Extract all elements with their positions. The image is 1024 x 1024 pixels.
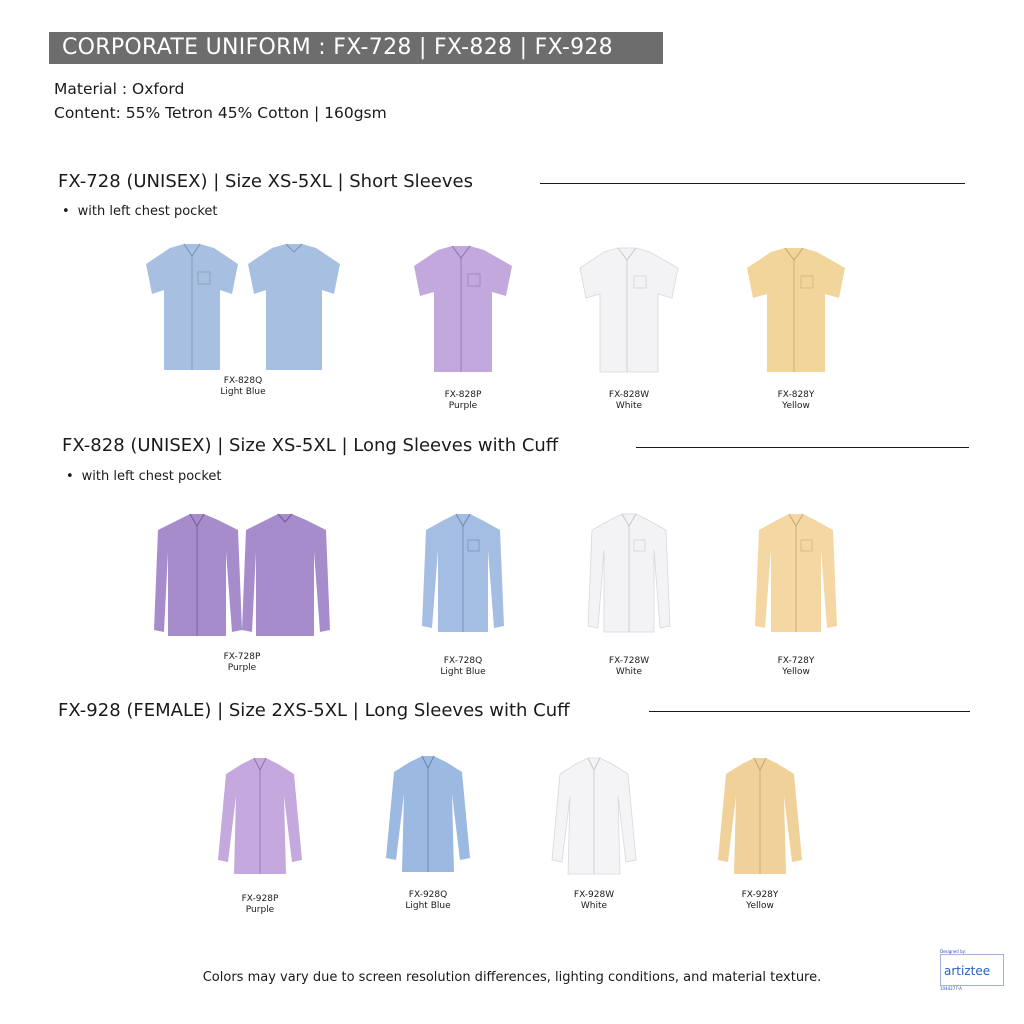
product-color: White <box>615 667 643 677</box>
product-card[interactable] <box>548 756 640 912</box>
product-card[interactable] <box>408 244 518 412</box>
product-card[interactable] <box>741 246 851 412</box>
product-color: Light Blue <box>220 387 266 397</box>
product-color: Yellow <box>782 667 810 677</box>
product-color: White <box>615 401 643 411</box>
product-color: Light Blue <box>405 901 451 911</box>
feature-bullet: • with left chest pocket <box>62 204 217 219</box>
product-code: FX-828Q <box>223 376 263 386</box>
long-sleeve-shirt-pair-image <box>152 510 332 640</box>
brand-name: artiztee <box>940 954 1004 986</box>
product-code: FX-828Y <box>777 390 815 400</box>
product-code: FX-928P <box>241 894 279 904</box>
brand-sub: 1044277-A <box>940 986 962 991</box>
short-sleeve-shirt-image <box>574 246 684 374</box>
short-sleeve-shirt-image <box>408 244 518 374</box>
product-color: Purple <box>245 905 275 915</box>
product-code: FX-928Q <box>408 890 448 900</box>
product-card[interactable] <box>140 242 346 398</box>
short-sleeve-shirt-pair-image <box>140 242 346 376</box>
female-long-sleeve-shirt-image <box>382 754 474 874</box>
product-card[interactable] <box>418 512 508 678</box>
product-code: FX-828W <box>608 390 650 400</box>
product-card[interactable] <box>584 512 674 678</box>
product-card[interactable] <box>751 512 841 678</box>
brand-label: Designed by: <box>940 949 967 954</box>
product-code: FX-928Y <box>741 890 779 900</box>
section-heading-fx928: FX-928 (FEMALE) | Size 2XS-5XL | Long Sleeves with Cuff <box>58 700 570 721</box>
product-color: White <box>580 901 608 911</box>
short-sleeve-shirt-image <box>741 246 851 374</box>
female-long-sleeve-shirt-image <box>548 756 640 876</box>
material-text: Material : Oxford <box>54 80 185 98</box>
section-heading-fx828: FX-828 (UNISEX) | Size XS-5XL | Long Sleeves with Cuff <box>62 435 559 456</box>
product-card[interactable] <box>574 246 684 412</box>
long-sleeve-shirt-image <box>418 512 508 634</box>
product-card[interactable] <box>714 756 806 912</box>
feature-bullet: • with left chest pocket <box>66 469 221 484</box>
product-card[interactable] <box>214 756 306 916</box>
product-color: Purple <box>448 401 478 411</box>
page-title: CORPORATE UNIFORM : FX-728 | FX-828 | FX-928 <box>49 32 663 64</box>
product-color: Yellow <box>746 901 774 911</box>
section-heading-fx728: FX-728 (UNISEX) | Size XS-5XL | Short Sleeves <box>58 171 473 192</box>
section-divider <box>649 711 970 712</box>
long-sleeve-shirt-image <box>584 512 674 634</box>
product-code: FX-928W <box>573 890 615 900</box>
product-code: FX-728Y <box>777 656 815 666</box>
color-disclaimer: Colors may vary due to screen resolution differences, lighting conditions, and material texture. <box>202 970 822 985</box>
product-code: FX-828P <box>444 390 482 400</box>
female-long-sleeve-shirt-image <box>214 756 306 876</box>
content-text: Content: 55% Tetron 45% Cotton | 160gsm <box>54 104 387 122</box>
section-divider <box>540 183 965 184</box>
female-long-sleeve-shirt-image <box>714 756 806 876</box>
product-card[interactable] <box>382 754 474 912</box>
product-color: Yellow <box>782 401 810 411</box>
product-code: FX-728Q <box>443 656 483 666</box>
long-sleeve-shirt-image <box>751 512 841 634</box>
product-color: Purple <box>227 663 257 673</box>
brand-logo[interactable] <box>940 949 1004 991</box>
product-code: FX-728P <box>223 652 261 662</box>
product-color: Light Blue <box>440 667 486 677</box>
section-divider <box>636 447 969 448</box>
product-code: FX-728W <box>608 656 650 666</box>
product-card[interactable] <box>152 510 332 674</box>
